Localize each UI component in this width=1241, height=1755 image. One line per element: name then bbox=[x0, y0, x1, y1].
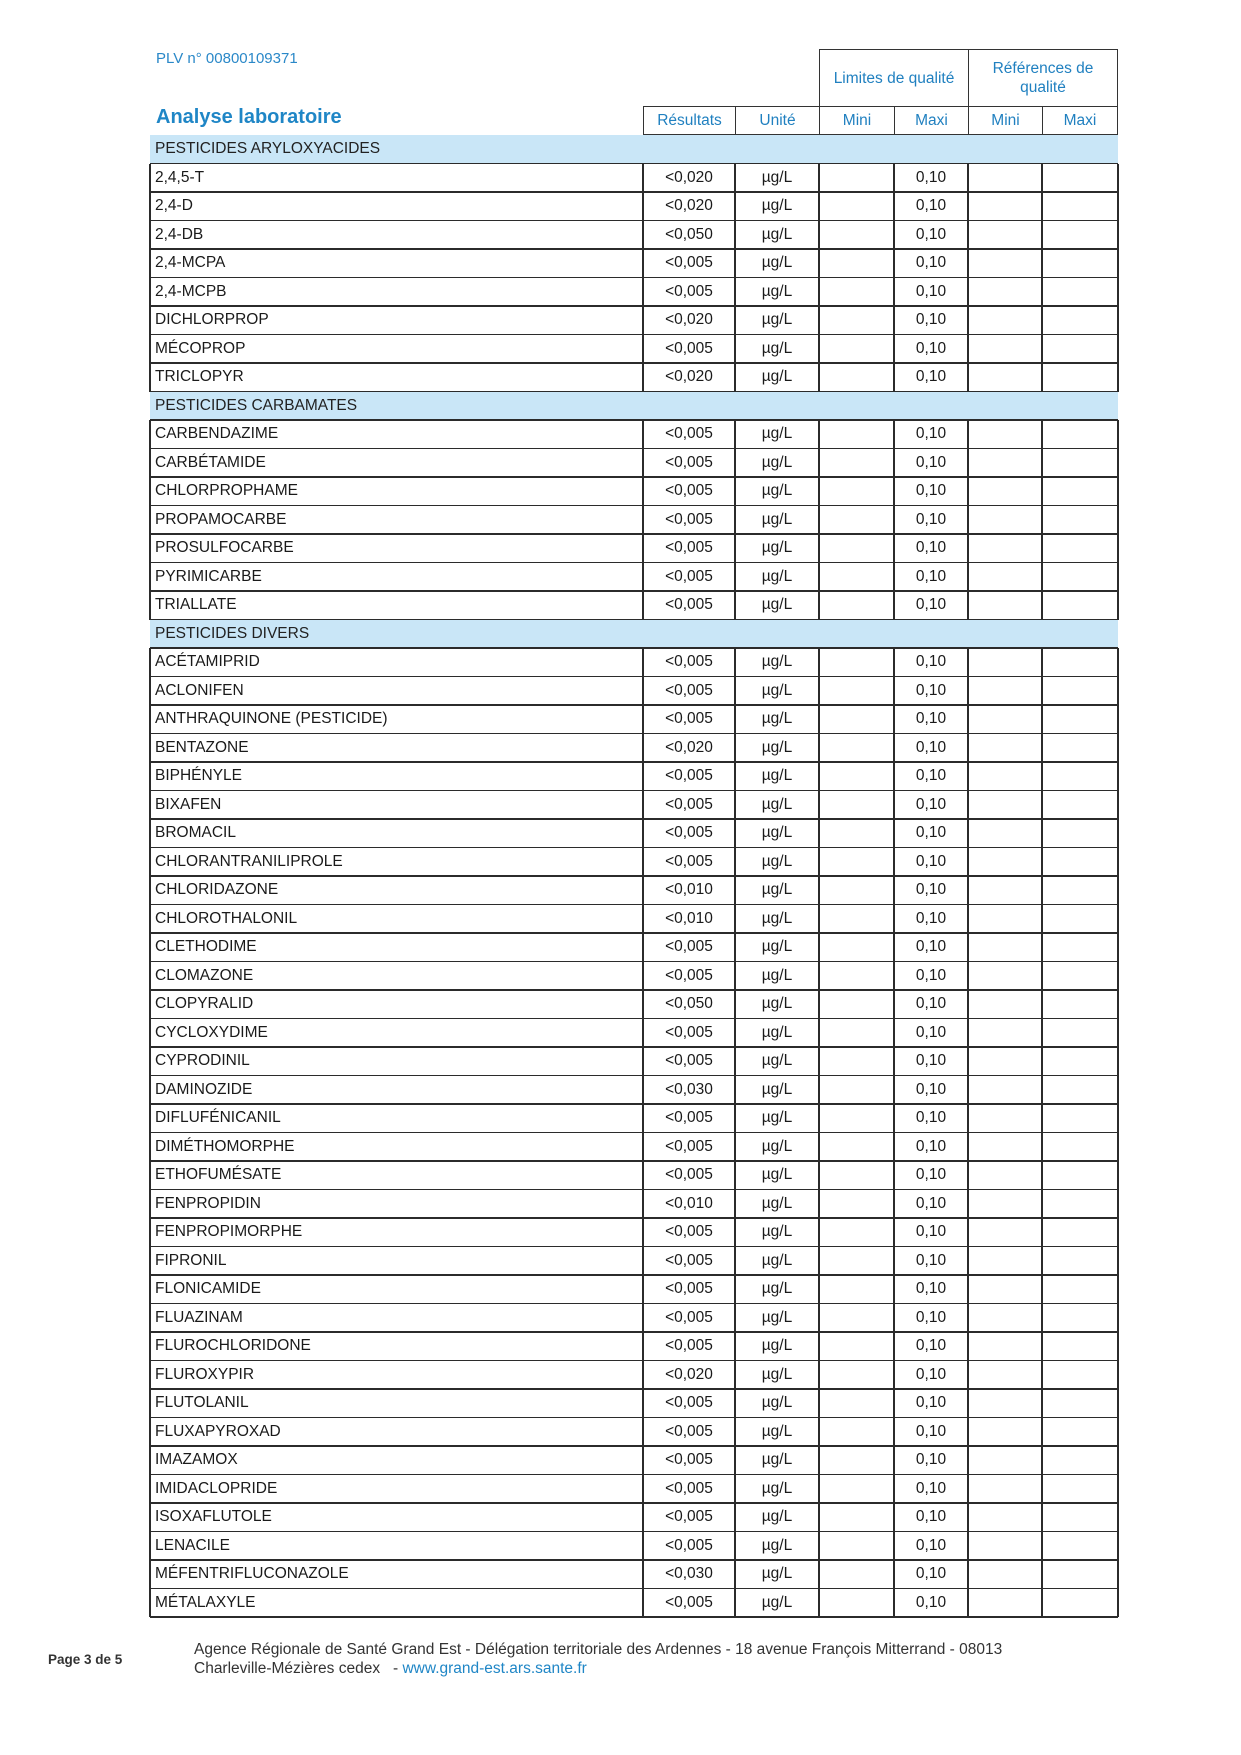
max-limit-value: 0,10 bbox=[915, 482, 947, 500]
analyte-name: ACÉTAMIPRID bbox=[155, 653, 260, 671]
result-value: <0,005 bbox=[665, 1052, 713, 1070]
max-limit-value: 0,10 bbox=[915, 710, 947, 728]
analyte-name: BIXAFEN bbox=[155, 795, 222, 813]
result-value: <0,020 bbox=[665, 197, 713, 215]
result-value: <0,005 bbox=[665, 1251, 713, 1269]
result-value: <0,005 bbox=[665, 282, 713, 300]
max-limit-value: 0,10 bbox=[915, 510, 947, 528]
result-value: <0,005 bbox=[665, 453, 713, 471]
result-value: <0,005 bbox=[665, 767, 713, 785]
max-limit-value: 0,10 bbox=[915, 1394, 947, 1412]
result-value: <0,030 bbox=[665, 1565, 713, 1583]
max-limit-value: 0,10 bbox=[915, 368, 947, 386]
unit-value: µg/L bbox=[761, 282, 793, 300]
result-value: <0,005 bbox=[665, 1109, 713, 1127]
analyte-name: CARBENDAZIME bbox=[155, 425, 279, 443]
unit-value: µg/L bbox=[761, 254, 793, 272]
column-border bbox=[642, 648, 643, 1617]
result-value: <0,020 bbox=[665, 368, 713, 386]
unit-value: µg/L bbox=[761, 425, 793, 443]
unit-value: µg/L bbox=[761, 368, 793, 386]
result-value: <0,010 bbox=[665, 881, 713, 899]
column-border bbox=[1041, 164, 1042, 392]
max-limit-value: 0,10 bbox=[915, 339, 947, 357]
max-limit-value: 0,10 bbox=[915, 596, 947, 614]
unit-value: µg/L bbox=[761, 482, 793, 500]
unit-value: µg/L bbox=[761, 738, 793, 756]
unit-value: µg/L bbox=[761, 1508, 793, 1526]
column-border bbox=[893, 420, 894, 620]
unit-value: µg/L bbox=[761, 852, 793, 870]
unit-value: µg/L bbox=[761, 1223, 793, 1241]
unit-value: µg/L bbox=[761, 1451, 793, 1469]
max-limit-value: 0,10 bbox=[915, 767, 947, 785]
result-value: <0,005 bbox=[665, 339, 713, 357]
max-limit-value: 0,10 bbox=[915, 1223, 947, 1241]
header-mini: Mini bbox=[819, 106, 895, 135]
unit-value: µg/L bbox=[761, 824, 793, 842]
max-limit-value: 0,10 bbox=[915, 1166, 947, 1184]
analyte-name: CARBÉTAMIDE bbox=[155, 453, 266, 471]
column-border bbox=[734, 420, 735, 620]
unit-value: µg/L bbox=[761, 1280, 793, 1298]
unit-value: µg/L bbox=[761, 453, 793, 471]
analyte-name: MÉCOPROP bbox=[155, 339, 246, 357]
result-value: <0,005 bbox=[665, 1479, 713, 1497]
max-limit-value: 0,10 bbox=[915, 1479, 947, 1497]
max-limit-value: 0,10 bbox=[915, 995, 947, 1013]
analyte-name: TRICLOPYR bbox=[155, 368, 244, 386]
result-value: <0,050 bbox=[665, 225, 713, 243]
column-border bbox=[149, 164, 150, 392]
analyte-name: CHLOROTHALONIL bbox=[155, 909, 298, 927]
result-value: <0,005 bbox=[665, 1023, 713, 1041]
footer-line-1: Agence Régionale de Santé Grand Est - Délégation territoriale des Ardennes - 18 avenue François Mitterrand - 08013 bbox=[194, 1641, 1003, 1658]
unit-value: µg/L bbox=[761, 1137, 793, 1155]
row-border bbox=[150, 1616, 1118, 1617]
result-value: <0,005 bbox=[665, 1508, 713, 1526]
analyte-name: ISOXAFLUTOLE bbox=[155, 1508, 272, 1526]
analyte-name: DIFLUFÉNICANIL bbox=[155, 1109, 281, 1127]
plv-number: PLV n° 00800109371 bbox=[156, 50, 298, 67]
max-limit-value: 0,10 bbox=[915, 425, 947, 443]
analyte-name: MÉTALAXYLE bbox=[155, 1593, 256, 1611]
unit-value: µg/L bbox=[761, 1194, 793, 1212]
max-limit-value: 0,10 bbox=[915, 225, 947, 243]
max-limit-value: 0,10 bbox=[915, 738, 947, 756]
result-value: <0,020 bbox=[665, 311, 713, 329]
unit-value: µg/L bbox=[761, 1166, 793, 1184]
result-value: <0,005 bbox=[665, 1451, 713, 1469]
analyte-name: 2,4-MCPA bbox=[155, 254, 226, 272]
analyte-name: DICHLORPROP bbox=[155, 311, 269, 329]
analyte-name: DIMÉTHOMORPHE bbox=[155, 1137, 295, 1155]
result-value: <0,005 bbox=[665, 1394, 713, 1412]
max-limit-value: 0,10 bbox=[915, 824, 947, 842]
max-limit-value: 0,10 bbox=[915, 1137, 947, 1155]
analyte-name: CHLORIDAZONE bbox=[155, 881, 279, 899]
unit-value: µg/L bbox=[761, 1337, 793, 1355]
column-border bbox=[1117, 648, 1118, 1617]
result-value: <0,005 bbox=[665, 653, 713, 671]
max-limit-value: 0,10 bbox=[915, 966, 947, 984]
unit-value: µg/L bbox=[761, 710, 793, 728]
analyte-name: CHLORANTRANILIPROLE bbox=[155, 852, 343, 870]
category-row: PESTICIDES ARYLOXYACIDES bbox=[150, 135, 1118, 164]
result-value: <0,005 bbox=[665, 1166, 713, 1184]
result-value: <0,020 bbox=[665, 1365, 713, 1383]
result-value: <0,005 bbox=[665, 938, 713, 956]
result-value: <0,005 bbox=[665, 254, 713, 272]
max-limit-value: 0,10 bbox=[915, 1593, 947, 1611]
unit-value: µg/L bbox=[761, 653, 793, 671]
unit-value: µg/L bbox=[761, 1565, 793, 1583]
unit-value: µg/L bbox=[761, 1080, 793, 1098]
analyte-name: FLUTOLANIL bbox=[155, 1394, 249, 1412]
analyte-name: CLOPYRALID bbox=[155, 995, 254, 1013]
analyte-name: FLUROCHLORIDONE bbox=[155, 1337, 311, 1355]
column-border bbox=[967, 648, 968, 1617]
unit-value: µg/L bbox=[761, 767, 793, 785]
header-maxi: Maxi bbox=[894, 106, 969, 135]
result-value: <0,005 bbox=[665, 1593, 713, 1611]
footer-line-2 bbox=[194, 1659, 1002, 1678]
unit-value: µg/L bbox=[761, 1308, 793, 1326]
result-value: <0,010 bbox=[665, 909, 713, 927]
analyte-name: CLOMAZONE bbox=[155, 966, 254, 984]
column-border bbox=[1041, 420, 1042, 620]
result-value: <0,005 bbox=[665, 596, 713, 614]
max-limit-value: 0,10 bbox=[915, 1280, 947, 1298]
result-value: <0,005 bbox=[665, 852, 713, 870]
analyte-name: FLONICAMIDE bbox=[155, 1280, 261, 1298]
max-limit-value: 0,10 bbox=[915, 681, 947, 699]
result-value: <0,005 bbox=[665, 1337, 713, 1355]
result-value: <0,005 bbox=[665, 510, 713, 528]
result-value: <0,005 bbox=[665, 966, 713, 984]
max-limit-value: 0,10 bbox=[915, 1052, 947, 1070]
analyte-name: FLUXAPYROXAD bbox=[155, 1422, 281, 1440]
column-border bbox=[734, 648, 735, 1617]
max-limit-value: 0,10 bbox=[915, 539, 947, 557]
unit-value: µg/L bbox=[761, 510, 793, 528]
max-limit-value: 0,10 bbox=[915, 1194, 947, 1212]
max-limit-value: 0,10 bbox=[915, 1451, 947, 1469]
analyte-name: IMAZAMOX bbox=[155, 1451, 238, 1469]
analyte-name: TRIALLATE bbox=[155, 596, 237, 614]
unit-value: µg/L bbox=[761, 539, 793, 557]
max-limit-value: 0,10 bbox=[915, 254, 947, 272]
unit-value: µg/L bbox=[761, 881, 793, 899]
result-value: <0,005 bbox=[665, 1137, 713, 1155]
unit-value: µg/L bbox=[761, 966, 793, 984]
max-limit-value: 0,10 bbox=[915, 1080, 947, 1098]
unit-value: µg/L bbox=[761, 1479, 793, 1497]
unit-value: µg/L bbox=[761, 795, 793, 813]
column-border bbox=[149, 648, 150, 1617]
unit-value: µg/L bbox=[761, 596, 793, 614]
header-unit: Unité bbox=[735, 106, 820, 135]
column-border bbox=[893, 164, 894, 392]
unit-value: µg/L bbox=[761, 168, 793, 186]
result-value: <0,005 bbox=[665, 795, 713, 813]
header-ref-maxi: Maxi bbox=[1042, 106, 1118, 135]
column-border bbox=[149, 420, 150, 620]
unit-value: µg/L bbox=[761, 225, 793, 243]
result-value: <0,005 bbox=[665, 1280, 713, 1298]
analyte-name: BIPHÉNYLE bbox=[155, 767, 243, 785]
footer-address bbox=[194, 1640, 1002, 1678]
unit-value: µg/L bbox=[761, 567, 793, 585]
unit-value: µg/L bbox=[761, 909, 793, 927]
result-value: <0,005 bbox=[665, 482, 713, 500]
analyte-name: ETHOFUMÉSATE bbox=[155, 1166, 282, 1184]
max-limit-value: 0,10 bbox=[915, 282, 947, 300]
result-value: <0,005 bbox=[665, 425, 713, 443]
result-value: <0,005 bbox=[665, 824, 713, 842]
max-limit-value: 0,10 bbox=[915, 311, 947, 329]
analyte-name: FLUROXYPIR bbox=[155, 1365, 255, 1383]
max-limit-value: 0,10 bbox=[915, 1308, 947, 1326]
max-limit-value: 0,10 bbox=[915, 1109, 947, 1127]
result-value: <0,005 bbox=[665, 1536, 713, 1554]
max-limit-value: 0,10 bbox=[915, 653, 947, 671]
result-value: <0,005 bbox=[665, 681, 713, 699]
section-title: Analyse laboratoire bbox=[156, 106, 342, 128]
column-border bbox=[818, 420, 819, 620]
max-limit-value: 0,10 bbox=[915, 795, 947, 813]
column-border bbox=[1041, 648, 1042, 1617]
analyte-name: 2,4-D bbox=[155, 197, 193, 215]
max-limit-value: 0,10 bbox=[915, 453, 947, 471]
result-value: <0,005 bbox=[665, 1223, 713, 1241]
max-limit-value: 0,10 bbox=[915, 1565, 947, 1583]
max-limit-value: 0,10 bbox=[915, 168, 947, 186]
column-border bbox=[1117, 164, 1118, 392]
unit-value: µg/L bbox=[761, 197, 793, 215]
max-limit-value: 0,10 bbox=[915, 938, 947, 956]
analyte-name: FLUAZINAM bbox=[155, 1308, 243, 1326]
column-border bbox=[642, 164, 643, 392]
max-limit-value: 0,10 bbox=[915, 881, 947, 899]
column-border bbox=[1117, 420, 1118, 620]
column-border bbox=[818, 648, 819, 1617]
analyte-name: 2,4-MCPB bbox=[155, 282, 227, 300]
unit-value: µg/L bbox=[761, 681, 793, 699]
unit-value: µg/L bbox=[761, 339, 793, 357]
analyte-name: DAMINOZIDE bbox=[155, 1080, 253, 1098]
column-border bbox=[893, 648, 894, 1617]
max-limit-value: 0,10 bbox=[915, 909, 947, 927]
unit-value: µg/L bbox=[761, 1251, 793, 1269]
analyte-name: 2,4-DB bbox=[155, 225, 204, 243]
header-limits-group: Limites de qualité bbox=[819, 49, 969, 107]
footer-line-2-prefix: Charleville-Mézières cedex - bbox=[194, 1660, 403, 1677]
max-limit-value: 0,10 bbox=[915, 1023, 947, 1041]
unit-value: µg/L bbox=[761, 311, 793, 329]
max-limit-value: 0,10 bbox=[915, 567, 947, 585]
max-limit-value: 0,10 bbox=[915, 1337, 947, 1355]
analyte-name: BROMACIL bbox=[155, 824, 236, 842]
column-border bbox=[734, 164, 735, 392]
max-limit-value: 0,10 bbox=[915, 852, 947, 870]
category-row: PESTICIDES CARBAMATES bbox=[150, 392, 1118, 421]
footer-website-link[interactable]: www.grand-est.ars.sante.fr bbox=[402, 1660, 587, 1677]
header-refs-group: Références de qualité bbox=[968, 49, 1118, 107]
unit-value: µg/L bbox=[761, 938, 793, 956]
result-value: <0,020 bbox=[665, 738, 713, 756]
page-number: Page 3 de 5 bbox=[48, 1652, 123, 1667]
max-limit-value: 0,10 bbox=[915, 1508, 947, 1526]
column-border bbox=[642, 420, 643, 620]
column-border bbox=[818, 164, 819, 392]
unit-value: µg/L bbox=[761, 1052, 793, 1070]
analyte-name: CYPRODINIL bbox=[155, 1052, 250, 1070]
column-border bbox=[967, 164, 968, 392]
header-ref-mini: Mini bbox=[968, 106, 1043, 135]
unit-value: µg/L bbox=[761, 1422, 793, 1440]
max-limit-value: 0,10 bbox=[915, 1251, 947, 1269]
unit-value: µg/L bbox=[761, 1394, 793, 1412]
analyte-name: PROSULFOCARBE bbox=[155, 539, 294, 557]
max-limit-value: 0,10 bbox=[915, 1422, 947, 1440]
unit-value: µg/L bbox=[761, 1023, 793, 1041]
max-limit-value: 0,10 bbox=[915, 1365, 947, 1383]
analyte-name: LENACILE bbox=[155, 1536, 230, 1554]
max-limit-value: 0,10 bbox=[915, 1536, 947, 1554]
analyte-name: CYCLOXYDIME bbox=[155, 1023, 268, 1041]
analyte-name: CLETHODIME bbox=[155, 938, 257, 956]
result-value: <0,005 bbox=[665, 1308, 713, 1326]
analyte-name: IMIDACLOPRIDE bbox=[155, 1479, 278, 1497]
analyte-name: FENPROPIDIN bbox=[155, 1194, 261, 1212]
analyte-name: ACLONIFEN bbox=[155, 681, 244, 699]
analyte-name: ANTHRAQUINONE (PESTICIDE) bbox=[155, 710, 388, 728]
result-value: <0,010 bbox=[665, 1194, 713, 1212]
column-border bbox=[967, 420, 968, 620]
analyte-name: PROPAMOCARBE bbox=[155, 510, 287, 528]
analyte-name: FENPROPIMORPHE bbox=[155, 1223, 303, 1241]
header-results: Résultats bbox=[643, 106, 736, 135]
analyte-name: PYRIMICARBE bbox=[155, 567, 262, 585]
analyte-name: BENTAZONE bbox=[155, 738, 249, 756]
unit-value: µg/L bbox=[761, 1365, 793, 1383]
max-limit-value: 0,10 bbox=[915, 197, 947, 215]
category-row: PESTICIDES DIVERS bbox=[150, 620, 1118, 649]
result-value: <0,030 bbox=[665, 1080, 713, 1098]
result-value: <0,005 bbox=[665, 710, 713, 728]
result-value: <0,050 bbox=[665, 995, 713, 1013]
analyte-name: FIPRONIL bbox=[155, 1251, 227, 1269]
result-value: <0,005 bbox=[665, 567, 713, 585]
analyte-name: 2,4,5-T bbox=[155, 168, 205, 186]
result-value: <0,005 bbox=[665, 1422, 713, 1440]
unit-value: µg/L bbox=[761, 1593, 793, 1611]
unit-value: µg/L bbox=[761, 1536, 793, 1554]
analyte-name: MÉFENTRIFLUCONAZOLE bbox=[155, 1565, 349, 1583]
unit-value: µg/L bbox=[761, 1109, 793, 1127]
result-value: <0,005 bbox=[665, 539, 713, 557]
analyte-name: CHLORPROPHAME bbox=[155, 482, 298, 500]
unit-value: µg/L bbox=[761, 995, 793, 1013]
result-value: <0,020 bbox=[665, 168, 713, 186]
